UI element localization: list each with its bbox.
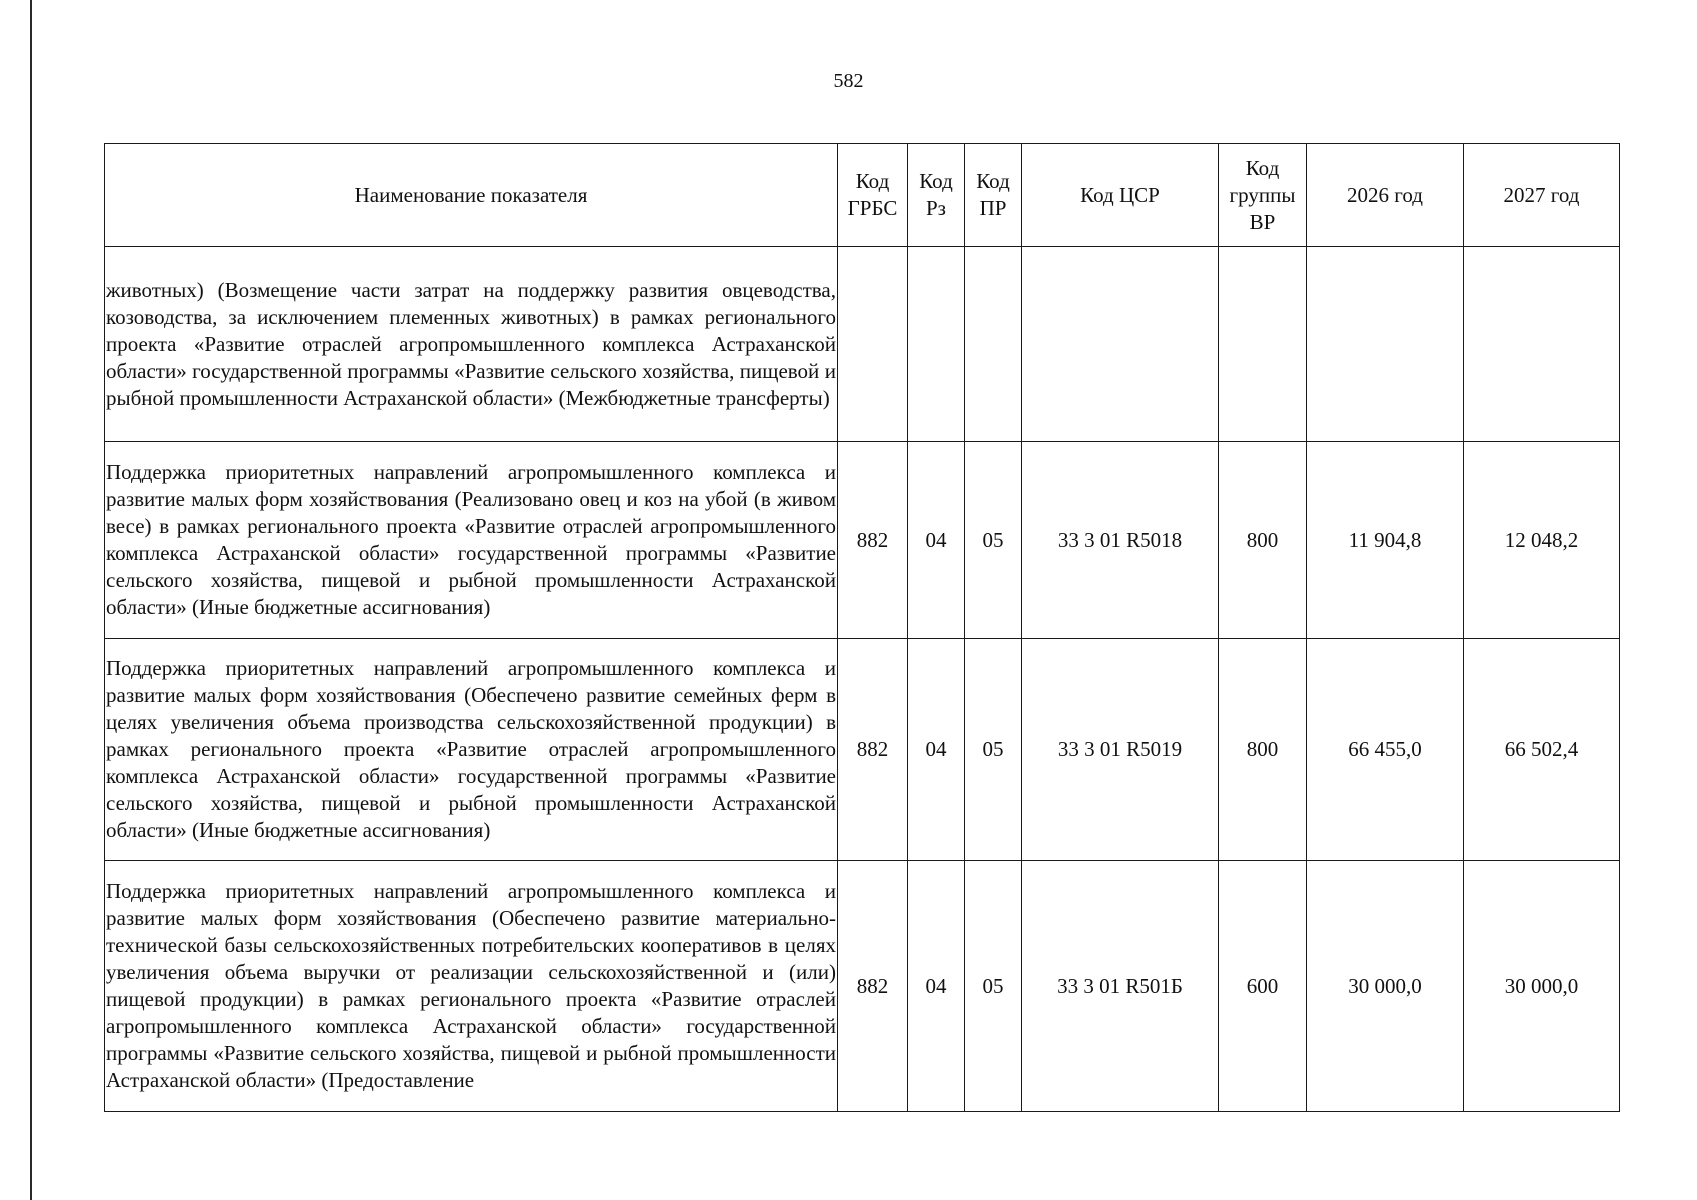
row-csr: 33 3 01 R501Б xyxy=(1022,861,1219,1112)
header-2026: 2026 год xyxy=(1307,144,1464,247)
row-name: Поддержка приоритетных направлений агропромышленного комплекса и развитие малых форм хозяйствования (Обеспечено развитие материально-технической базы сельскохозяйственных потребительских кооперативов в целях увеличения объема выручки от реализации сельскохозяйственной и (или) пищевой продукции) в рамках регионального проекта «Развитие отраслей агропромышленного комплекса Астраханской области» государственной программы «Развитие сельского хозяйства, пищевой и рыбной промышленности Астраханской области» (Предоставление xyxy=(106,879,836,1092)
row-name: Поддержка приоритетных направлений агропромышленного комплекса и развитие малых форм хозяйствования (Обеспечено развитие семейных ферм в целях увеличения объема производства сельскохозяйственной продукции) в рамках регионального проекта «Развитие отраслей агропромышленного комплекса Астраханской области» государственной программы «Развитие сельского хозяйства, пищевой и рыбной промышленности Астраханской области» (Иные бюджетные ассигнования) xyxy=(105,639,838,861)
budget-table xyxy=(104,143,1620,1112)
table-row xyxy=(105,442,1620,639)
table-row xyxy=(105,247,1620,442)
header-grbs: Код ГРБС xyxy=(838,144,908,247)
header-pr: Код ПР xyxy=(965,144,1022,247)
table-header-row xyxy=(105,144,1620,247)
row-name-cell xyxy=(105,861,838,1112)
header-csr: Код ЦСР xyxy=(1022,144,1219,247)
row-csr: 33 3 01 R5018 xyxy=(1022,442,1219,639)
row-2027: 30 000,0 xyxy=(1464,861,1620,1112)
row-2026 xyxy=(1307,247,1464,442)
row-vr: 800 xyxy=(1219,639,1307,861)
scan-margin-line xyxy=(30,0,32,1200)
row-vr: 800 xyxy=(1219,442,1307,639)
table-row xyxy=(105,861,1620,1112)
row-pr: 05 xyxy=(965,861,1022,1112)
row-pr: 05 xyxy=(965,639,1022,861)
table-row xyxy=(105,639,1620,861)
row-rz xyxy=(908,247,965,442)
row-vr: 600 xyxy=(1219,861,1307,1112)
row-csr: 33 3 01 R5019 xyxy=(1022,639,1219,861)
row-grbs: 882 xyxy=(838,861,908,1112)
header-vr: Код группы ВР xyxy=(1219,144,1307,247)
row-grbs: 882 xyxy=(838,639,908,861)
row-grbs xyxy=(838,247,908,442)
row-2027: 12 048,2 xyxy=(1464,442,1620,639)
row-2026: 66 455,0 xyxy=(1307,639,1464,861)
row-rz: 04 xyxy=(908,639,965,861)
row-name: Поддержка приоритетных направлений агропромышленного комплекса и развитие малых форм хозяйствования (Реализовано овец и коз на убой (в живом весе) в рамках регионального проекта «Развитие отраслей агропромышленного комплекса Астраханской области» государственной программы «Развитие сельского хозяйства, пищевой и рыбной промышленности Астраханской области» (Иные бюджетные ассигнования) xyxy=(105,442,838,639)
row-csr xyxy=(1022,247,1219,442)
row-2026: 30 000,0 xyxy=(1307,861,1464,1112)
row-pr: 05 xyxy=(965,442,1022,639)
header-name: Наименование показателя xyxy=(105,144,838,247)
row-2027: 66 502,4 xyxy=(1464,639,1620,861)
row-rz: 04 xyxy=(908,442,965,639)
header-2027: 2027 год xyxy=(1464,144,1620,247)
row-2027 xyxy=(1464,247,1620,442)
page-number: 582 xyxy=(833,70,864,92)
header-rz: Код Рз xyxy=(908,144,965,247)
row-name: животных) (Возмещение части затрат на поддержку развития овцеводства, козоводства, за исключением племенных животных) в рамках регионального проекта «Развитие отраслей агропромышленного комплекса Астраханской области» государственной программы «Развитие сельского хозяйства, пищевой и рыбной промышленности Астраханской области» (Межбюджетные трансферты) xyxy=(105,247,838,442)
row-rz: 04 xyxy=(908,861,965,1112)
row-vr xyxy=(1219,247,1307,442)
row-2026: 11 904,8 xyxy=(1307,442,1464,639)
row-grbs: 882 xyxy=(838,442,908,639)
row-pr xyxy=(965,247,1022,442)
